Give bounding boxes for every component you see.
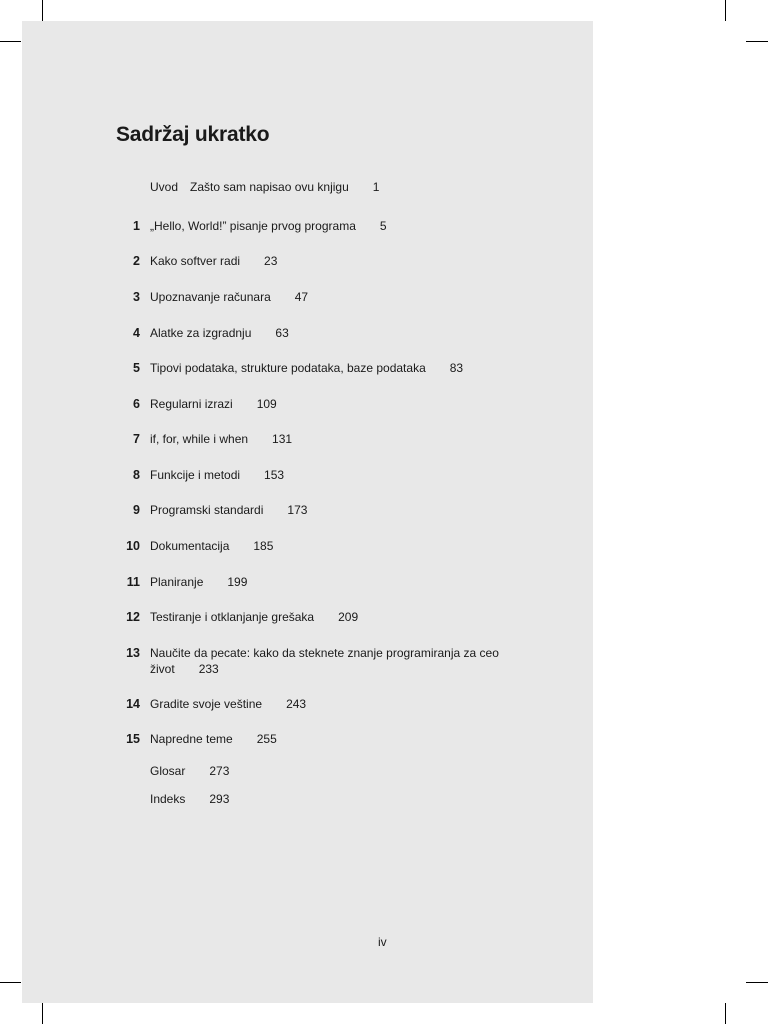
chapter-number: 1 [133,219,140,233]
toc-entry-title: Upoznavanje računara [150,290,271,304]
toc-entry-page: 5 [379,219,387,233]
toc-entry-page: 131 [272,432,293,446]
chapter-number: 11 [126,575,140,589]
toc-entry-title: Naučite da pecate: kako da steknete znanje programiranja za ceo [150,646,499,660]
crop-mark [0,982,21,983]
crop-mark [0,41,21,42]
crop-mark [746,982,768,983]
toc-entry-page: 185 [253,539,274,553]
toc-entry-body [150,397,530,413]
toc-entry-title: Alatke za izgradnju [150,326,252,340]
toc-entry-title: Regularni izrazi [150,397,233,411]
crop-mark [725,0,726,21]
toc-entry-page: 23 [264,254,278,268]
chapter-number: 15 [126,732,140,746]
toc-entry-page: 173 [287,503,308,517]
chapter-number: 12 [126,610,140,624]
toc-entry-page: 199 [227,575,248,589]
chapter-number: 3 [133,290,140,304]
chapter-number: 4 [133,326,140,340]
toc-entry-title: Dokumentacija [150,539,230,553]
toc-entry-body [150,646,530,677]
crop-mark [42,1003,43,1024]
toc-intro-label: Uvod [150,180,179,194]
toc-entry-page: 1 [372,180,380,194]
chapter-number: 9 [133,503,140,517]
chapter-number: 6 [133,397,140,411]
toc-entry-page: 109 [256,397,277,411]
toc-entry-body [150,254,530,270]
chapter-number: 2 [133,254,140,268]
chapter-number: 7 [133,432,140,446]
toc-entry-page: 83 [449,361,464,375]
page-number: iv [378,935,387,949]
toc-entry-title: Testiranje i otklanjanje grešaka [150,610,315,624]
crop-mark [42,0,43,21]
toc-entry-title: if, for, while i when [150,432,249,446]
toc-entry-body [150,697,530,713]
toc-entry-title: Glosar [150,764,186,778]
toc-entry-page: 243 [286,697,307,711]
toc-entry-body [150,732,530,748]
toc-entry-title: Napredne teme [150,732,233,746]
toc-entry-body [150,432,530,448]
toc-entry-body [150,290,530,306]
chapter-number: 5 [133,361,140,375]
toc-entry-title: Indeks [150,792,186,806]
toc-entry-body [150,503,530,519]
toc-entry-page: 255 [256,732,277,746]
crop-mark [746,41,768,42]
toc-entry-body [150,539,530,555]
toc-entry-body [150,326,530,342]
toc-entry-title: Gradite svoje veštine [150,697,263,711]
toc-entry-page: 63 [275,326,289,340]
toc-entry-page: 273 [209,764,230,778]
toc-entry-title: Tipovi podataka, strukture podataka, baze podataka [150,361,426,375]
toc-entry-page: 153 [264,468,285,482]
toc-entry-body [150,219,530,235]
chapter-number: 14 [126,697,140,711]
toc-entry-page: 293 [209,792,230,806]
book-page [22,21,593,1003]
chapter-number: 10 [126,539,140,553]
toc-entry-body [150,361,530,377]
chapter-number: 13 [126,646,140,660]
toc-entry-body [150,468,530,484]
toc-entry-title: „Hello, World!” pisanje prvog programa [150,219,356,233]
toc-entry-page: 47 [294,290,309,304]
toc-entry-body [150,575,530,591]
toc-entry-title: Funkcije i metodi [150,468,241,482]
crop-mark [725,1003,726,1024]
page-title: Sadržaj ukratko [116,123,270,146]
toc-entry-title: Programski standardi [150,503,264,517]
toc-entry-page: 233 [198,661,219,676]
toc-entry-title: Planiranje [150,575,204,589]
toc-entry-body [150,792,530,808]
chapter-number: 8 [133,468,140,482]
toc-entry-body [150,180,530,196]
toc-entry-title: Kako softver radi [150,254,241,268]
toc-entry-title: Zašto sam napisao ovu knjigu [190,180,349,194]
toc-entry-title-continued: život [150,661,175,676]
toc-entry-page: 209 [338,610,359,624]
toc-entry-body [150,610,530,626]
toc-entry-body [150,764,530,780]
